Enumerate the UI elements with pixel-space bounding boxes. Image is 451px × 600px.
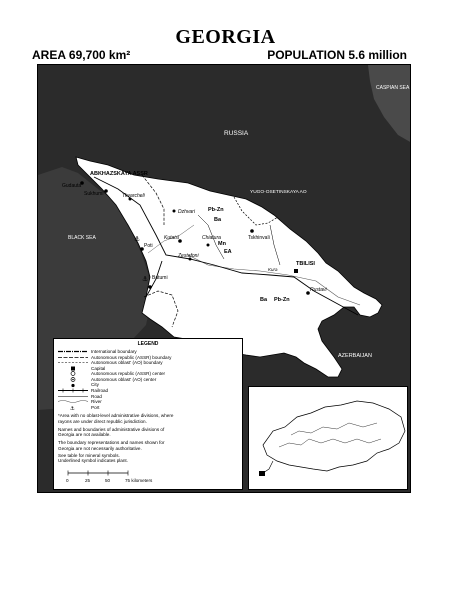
svg-text:⚓: ⚓: [70, 405, 75, 410]
road-symbol: [58, 394, 88, 399]
mineral-ba-south: Ba: [260, 297, 268, 303]
port-anchor-icon: ⚓: [134, 235, 141, 243]
locator-georgia-highlight: [259, 471, 265, 476]
railroad-symbol: [58, 388, 88, 393]
legend-item: Railroad: [58, 388, 238, 394]
legend-note: *Area with no oblast-level administrative divisions, where rayons are under direct republic jurisdiction.: [58, 413, 174, 424]
sukhumi-label: Sukhumi: [84, 191, 104, 197]
population-label: POPULATION 5.6 million: [267, 48, 407, 62]
city-symbol: [58, 383, 88, 388]
mineral-pb-zn-south: Pb-Zn: [274, 297, 290, 303]
scale-tick-75: 75 kilometers: [125, 478, 153, 483]
legend-note: The boundary representations and names shown for Georgia are not necessarily authoritative.: [58, 440, 165, 451]
legend-box: [53, 338, 243, 490]
legend-title: LEGEND: [137, 341, 159, 347]
dzhvari-label: Dzhvari: [178, 209, 195, 215]
chiatura-label: Chiatura: [202, 235, 221, 241]
legend-item: Autonomous oblast' (AO) boundary: [58, 360, 238, 366]
assr-center-symbol: [58, 371, 88, 376]
legend-note: See table for mineral symbols.: [58, 452, 120, 458]
city-tskhinvali-dot: [250, 229, 254, 233]
legend-item: City: [58, 382, 238, 388]
batumi-label: Batumi: [152, 275, 168, 281]
poti-label: Poti: [144, 243, 153, 249]
scale-tick-50: 50: [105, 478, 111, 483]
russia-label: RUSSIA: [224, 130, 249, 137]
legend-item: International boundary: [58, 349, 238, 355]
city-chiatura-dot: [207, 244, 210, 247]
legend-item: Autonomous oblast' (AO) center: [58, 377, 238, 383]
assr-boundary-symbol: [58, 355, 88, 360]
legend-note: Underlined symbol indicates plant.: [58, 458, 128, 464]
capital-tbilisi-marker: [294, 269, 298, 273]
river-symbol: [58, 399, 88, 404]
mineral-pb-zn-north: Pb-Zn: [208, 207, 224, 213]
mineral-ba-north: Ba: [214, 217, 222, 223]
city-dzhvari-dot: [173, 210, 176, 213]
city-sukhumi-dot: [104, 189, 108, 193]
map-frame: [37, 64, 411, 493]
rustavi-label: Rustavi: [310, 287, 327, 293]
azerbaijan-label: AZERBAIJAN: [338, 353, 372, 359]
port-anchor-icon: [58, 405, 88, 410]
map-title: GEORGIA: [175, 26, 276, 48]
legend-item: ⚓ Port: [58, 405, 238, 411]
black-sea-label: BLACK SEA: [68, 235, 96, 241]
scale-tick-25: 25: [85, 478, 91, 483]
armenia-label: ARMENIA: [264, 342, 294, 349]
legend-item: Road: [58, 394, 238, 400]
gudauta-label: Gudauta: [62, 183, 82, 189]
tkvarcheli-label: Tkvarcheli: [122, 193, 145, 199]
legend-item: Capital: [58, 366, 238, 372]
kura-river-label: Kura: [268, 267, 278, 272]
scale-bar: [64, 469, 154, 485]
caspian-sea-label: CASPIAN SEA: [376, 85, 410, 91]
tskhinvali-label: Tskhinvali: [248, 235, 270, 241]
zestafoni-label: Zestafoni: [178, 253, 199, 259]
mineral-ea: EA: [224, 249, 232, 255]
legend-item: River: [58, 399, 238, 405]
capital-symbol: [58, 366, 88, 371]
city-batumi-dot: [148, 285, 152, 289]
legend-note: Names and boundaries of administrative divisions of Georgia are not available.: [58, 426, 165, 438]
ao-boundary-symbol: [58, 360, 88, 365]
area-label: AREA 69,700 km²: [32, 48, 131, 62]
legend-item: Autonomous republic (ASSR) center: [58, 371, 238, 377]
port-anchor-icon: ⚓: [142, 275, 149, 283]
scale-tick-0: 0: [66, 478, 69, 483]
abkhazia-label: ABKHAZSKAYA ASSR: [90, 171, 148, 177]
ao-center-symbol: [58, 377, 88, 382]
mineral-mn: Mn: [218, 241, 226, 247]
locator-landmass: [263, 401, 405, 471]
kutaisi-label: Kutaisi: [164, 235, 180, 241]
south-ossetia-label: YUGO-OSETINSKAYA AO: [250, 190, 307, 195]
tbilisi-label: TBILISI: [296, 261, 315, 267]
locator-inset-map: [248, 386, 408, 490]
legend-item: Autonomous republic (ASSR) boundary: [58, 354, 238, 360]
international-boundary-symbol: [58, 349, 88, 354]
